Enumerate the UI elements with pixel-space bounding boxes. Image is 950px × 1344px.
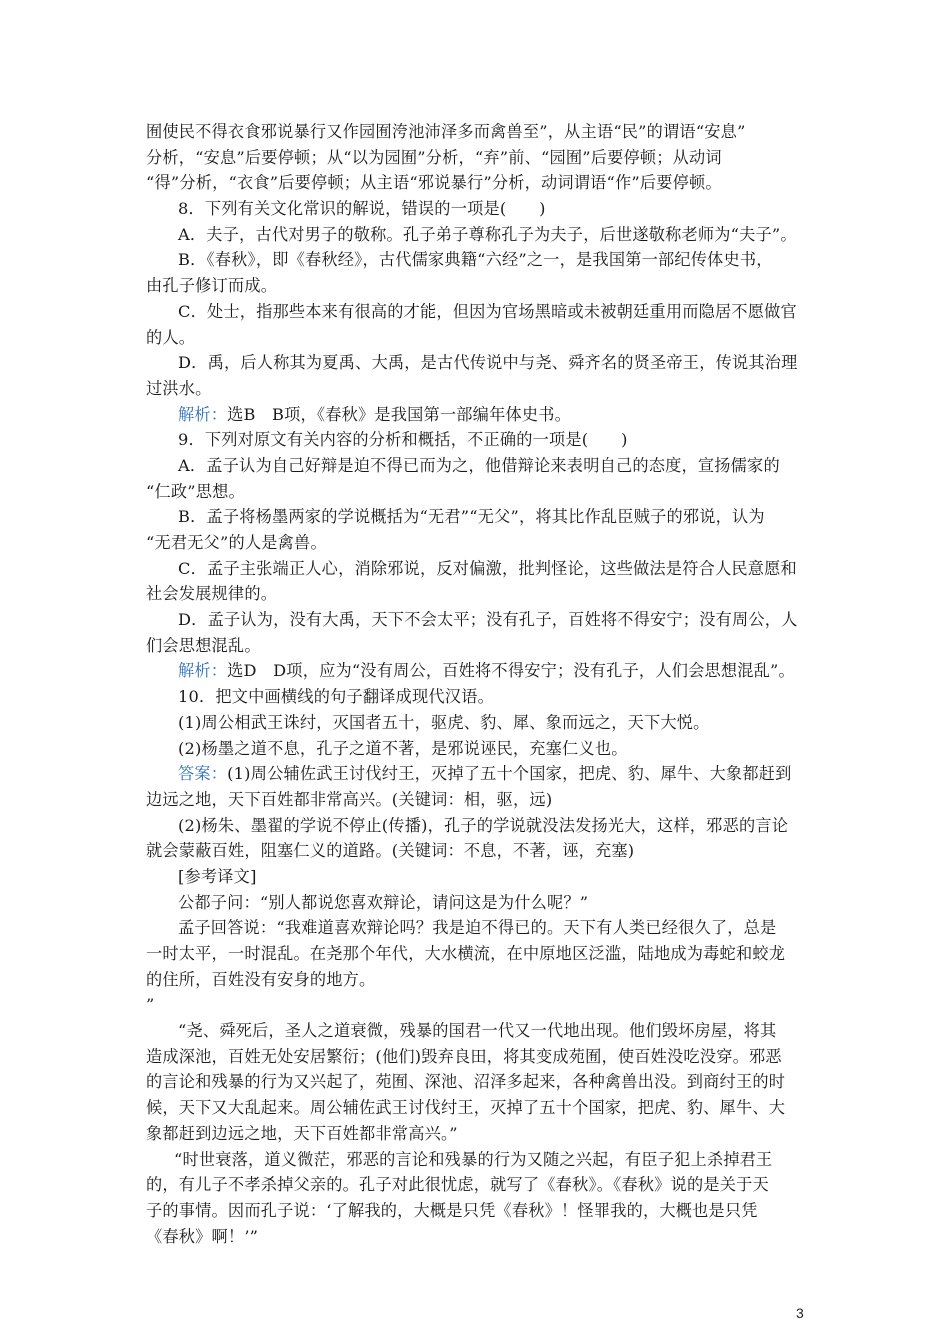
line-text: 10．把文中画横线的句子翻译成现代汉语。 bbox=[178, 687, 494, 707]
line-text: 过洪水。 bbox=[146, 378, 212, 398]
text-line bbox=[146, 479, 818, 505]
line-text: C．处士，指那些本来有很高的才能，但因为官场黑暗或未被朝廷重用而隐居不愿做官 bbox=[178, 301, 797, 321]
text-line bbox=[146, 813, 818, 839]
line-text: (1)周公相武王诛纣，灭国者五十，驱虎、豹、犀、象而远之，天下大悦。 bbox=[178, 712, 710, 732]
line-text: “时世衰落，道义微茫，邪恶的言论和残暴的行为又随之兴起，有臣子犯上杀掉君王 bbox=[174, 1149, 773, 1169]
text-line bbox=[146, 119, 818, 145]
line-text: 9．下列对原文有关内容的分析和概括，不正确的一项是( ) bbox=[178, 430, 628, 450]
text-line bbox=[146, 1018, 818, 1044]
line-text: (2)杨朱、墨翟的学说不停止(传播)，孔子的学说就没法发扬光大，这样，邪恶的言论 bbox=[178, 815, 789, 835]
text-line bbox=[146, 402, 818, 428]
page-number: 3 bbox=[796, 1305, 804, 1321]
line-text: “无君无父”的人是禽兽。 bbox=[146, 533, 327, 552]
line-text: 分析，“安息”后要停顿；从“以为园囿”分析，“弃”前、“园囿”后要停顿；从动词 bbox=[146, 147, 722, 167]
line-text: (1)周公辅佐武王讨伐纣王，灭掉了五十个国家，把虎、豹、犀牛、大象都赶到 bbox=[227, 764, 792, 784]
text-line bbox=[146, 736, 818, 762]
line-text: “尧、舜死后，圣人之道衰微，残暴的国君一代又一代地出现。他们毁坏房屋，将其 bbox=[178, 1021, 777, 1041]
text-line bbox=[146, 196, 818, 222]
text-line bbox=[146, 1044, 818, 1070]
text-line bbox=[146, 633, 818, 659]
text-line bbox=[146, 581, 818, 607]
line-text: 囿使民不得衣食邪说暴行又作园囿洿池沛泽多而禽兽至”，从主语“民”的谓语“安息” bbox=[146, 122, 746, 141]
line-text: 边远之地，天下百姓都非常高兴。(关键词：相，驱，远) bbox=[146, 789, 553, 809]
text-line bbox=[146, 376, 818, 402]
text-line bbox=[146, 1198, 818, 1224]
text-line bbox=[146, 915, 818, 941]
text-line bbox=[146, 710, 818, 736]
text-line bbox=[146, 967, 818, 993]
answer-label: 答案： bbox=[178, 764, 228, 784]
text-line bbox=[146, 350, 818, 376]
text-line bbox=[146, 838, 818, 864]
text-line bbox=[146, 684, 818, 710]
text-line bbox=[146, 787, 818, 813]
text-line bbox=[146, 1172, 818, 1198]
line-text: 候，天下又大乱起来。周公辅佐武王讨伐纣王，灭掉了五十个国家，把虎、豹、犀牛、大 bbox=[146, 1098, 786, 1118]
text-line bbox=[146, 1224, 818, 1250]
text-line bbox=[146, 1147, 818, 1173]
text-line bbox=[146, 658, 818, 684]
line-text: 公都子问：“别人都说您喜欢辩论，请问这是为什么呢？” bbox=[178, 892, 589, 912]
text-line bbox=[146, 222, 818, 248]
line-text: D．禹，后人称其为夏禹、大禹，是古代传说中与尧、舜齐名的贤圣帝王，传说其治理 bbox=[178, 353, 798, 373]
line-text: D．孟子认为，没有大禹，天下不会太平；没有孔子，百姓将不得安宁；没有周公，人 bbox=[178, 610, 798, 630]
line-text: 选D D项，应为“没有周公，百姓将不得安宁；没有孔子，人们会思想混乱”。 bbox=[227, 661, 795, 681]
line-text: 由孔子修订而成。 bbox=[146, 276, 278, 296]
text-line bbox=[146, 864, 818, 890]
line-text: ” bbox=[146, 995, 155, 1015]
text-line bbox=[146, 247, 818, 273]
answer-label: 解析： bbox=[178, 404, 228, 424]
line-text: C．孟子主张端正人心，消除邪说，反对偏激，批判怪论，这些做法是符合人民意愿和 bbox=[178, 558, 797, 578]
text-line bbox=[146, 1069, 818, 1095]
line-text: 孟子回答说：“我难道喜欢辩论吗？我是迫不得已的。天下有人类已经很久了，总是 bbox=[178, 918, 777, 938]
text-line bbox=[146, 530, 818, 556]
line-text: 的，有儿子不孝杀掉父亲的。孔子对此很忧虑，就写了《春秋》。《春秋》说的是关于天 bbox=[146, 1175, 769, 1195]
text-line bbox=[146, 761, 818, 787]
line-text: A．孟子认为自己好辩是迫不得已而为之，他借辩论来表明自己的态度，宣扬儒家的 bbox=[178, 455, 780, 475]
text-line bbox=[146, 941, 818, 967]
text-line bbox=[146, 273, 818, 299]
line-text: “得”分析，“衣食”后要停顿；从主语“邪说暴行”分析，动词谓语“作”后要停顿。 bbox=[146, 173, 722, 193]
text-line bbox=[146, 325, 818, 351]
document-body bbox=[146, 119, 818, 1249]
line-text: A．夫子，古代对男子的敬称。孔子弟子尊称孔子为夫子，后世遂敬称老师为“夫子”。 bbox=[178, 224, 797, 244]
text-line bbox=[146, 992, 818, 1018]
line-text: B．孟子将杨墨两家的学说概括为“无君”“无父”，将其比作乱臣贼子的邪说，认为 bbox=[178, 507, 765, 527]
text-line bbox=[146, 170, 818, 196]
line-text: 8．下列有关文化常识的解说，错误的一项是( ) bbox=[178, 199, 546, 219]
line-text: 象都赶到边远之地，天下百姓都非常高兴。” bbox=[146, 1123, 458, 1143]
line-text: 的言论和残暴的行为又兴起了，苑囿、深池、沼泽多起来，各种禽兽出没。到商纣王的时 bbox=[146, 1072, 786, 1092]
text-line bbox=[146, 453, 818, 479]
text-line bbox=[146, 890, 818, 916]
line-text: 社会发展规律的。 bbox=[146, 584, 278, 604]
text-line bbox=[146, 1121, 818, 1147]
text-line bbox=[146, 299, 818, 325]
line-text: 子的事情。因而孔子说：‘了解我的，大概是只凭《春秋》！怪罪我的，大概也是只凭 bbox=[146, 1200, 758, 1220]
line-text: “仁政”思想。 bbox=[146, 481, 245, 501]
text-line bbox=[146, 1095, 818, 1121]
line-text: 造成深池，百姓无处安居繁衍；(他们)毁弃良田，将其变成苑囿，使百姓没吃没穿。邪恶 bbox=[146, 1046, 782, 1066]
line-text: 的住所，百姓没有安身的地方。 bbox=[146, 969, 376, 989]
line-text: 一时太平，一时混乱。在尧那个年代，大水横流，在中原地区泛滥，陆地成为毒蛇和蛟龙 bbox=[146, 944, 786, 963]
text-line bbox=[146, 504, 818, 530]
line-text: 们会思想混乱。 bbox=[146, 635, 261, 655]
line-text: B．《春秋》，即《春秋经》，古代儒家典籍“六经”之一，是我国第一部纪传体史书， bbox=[178, 250, 773, 270]
line-text: [参考译文] bbox=[178, 866, 257, 886]
line-text: 的人。 bbox=[146, 327, 196, 347]
line-text: (2)杨墨之道不息，孔子之道不著，是邪说诬民，充塞仁义也。 bbox=[178, 738, 628, 758]
text-line bbox=[146, 427, 818, 453]
text-line bbox=[146, 145, 818, 171]
line-text: 《春秋》啊！’” bbox=[146, 1226, 259, 1246]
line-text: 选B B项，《春秋》是我国第一部编年体史书。 bbox=[227, 404, 572, 424]
text-line bbox=[146, 607, 818, 633]
answer-label: 解析： bbox=[178, 661, 228, 681]
line-text: 就会蒙蔽百姓，阻塞仁义的道路。(关键词：不息，不著，诬，充塞) bbox=[146, 841, 635, 861]
text-line bbox=[146, 556, 818, 582]
